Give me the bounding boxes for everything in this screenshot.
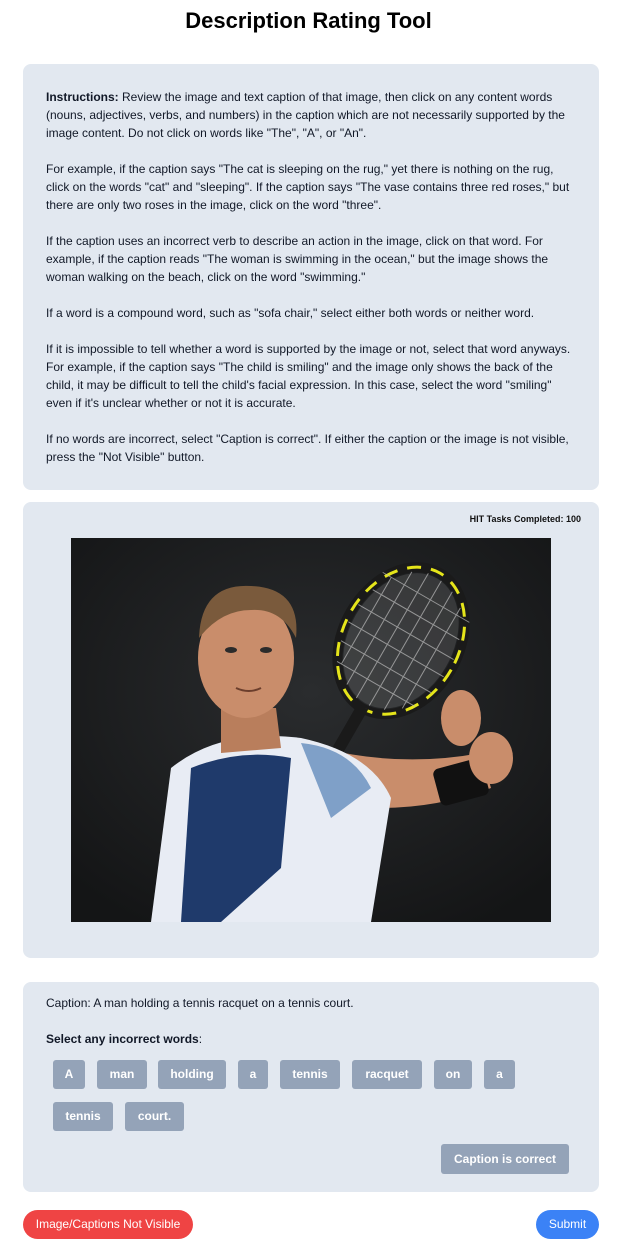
word-chip-a-1[interactable]: A <box>53 1060 85 1089</box>
word-chip-tennis-2[interactable]: tennis <box>53 1102 113 1131</box>
caption-text: Caption: A man holding a tennis racquet on a tennis court. <box>46 996 354 1010</box>
instructions-paragraph-1: Instructions: Review the image and text caption of that image, then click on any content words (nouns, adjectives, verbs, and numbers) in the caption which are not necessarily supported by the image content. Do not click on words like "The", "A", or "An". <box>46 90 565 140</box>
word-chip-court[interactable]: court. <box>125 1102 184 1131</box>
word-chip-racquet[interactable]: racquet <box>352 1060 422 1089</box>
instructions-label: Instructions: <box>46 90 119 104</box>
submit-button[interactable]: Submit <box>536 1210 599 1239</box>
instructions-paragraph-3: If the caption uses an incorrect verb to describe an action in the image, click on that word. For example, if the caption reads "The woman is swimming in the ocean," but the image shows the woman walking on the beach, click on the word "swimming." <box>46 234 549 284</box>
word-chip-a-3[interactable]: a <box>484 1060 515 1089</box>
word-chip-holding[interactable]: holding <box>158 1060 226 1089</box>
instructions-paragraph-5: If it is impossible to tell whether a word is supported by the image or not, select that word anyways. For example, if the caption says "The child is smiling" and the image only shows the back of the child, it may be difficult to tell the child's facial expression. In this case, select the word "smiling" even if it's unclear whether or not it is accurate. <box>46 342 571 410</box>
instructions-paragraph-6: If no words are incorrect, select "Caption is correct". If either the caption or the image is not visible, press the "Not Visible" button. <box>46 432 569 464</box>
caption-panel <box>23 982 599 1192</box>
hit-counter: HIT Tasks Completed: 100 <box>469 514 581 524</box>
word-chip-tennis-1[interactable]: tennis <box>280 1060 340 1089</box>
tennis-player-illustration <box>71 538 551 922</box>
not-visible-button[interactable]: Image/Captions Not Visible <box>23 1210 193 1239</box>
word-chip-a-2[interactable]: a <box>238 1060 268 1089</box>
instructions-paragraph-4: If a word is a compound word, such as "sofa chair," select either both words or neither word. <box>46 306 535 320</box>
word-chip-man[interactable]: man <box>97 1060 147 1089</box>
page-title: Description Rating Tool <box>185 8 432 33</box>
instructions-paragraph-2: For example, if the caption says "The cat is sleeping on the rug," yet there is nothing on the rug, click on the words "cat" and "sleeping". If the caption says "The vase contains three red roses," but there are only two roses in the image, click on the word "three". <box>46 162 570 212</box>
task-image <box>71 538 551 922</box>
caption-correct-button[interactable]: Caption is correct <box>441 1144 569 1174</box>
image-panel <box>23 502 599 958</box>
word-chip-on[interactable]: on <box>434 1060 472 1089</box>
select-label: Select any incorrect words: <box>46 1032 203 1046</box>
instructions-panel <box>23 64 599 490</box>
